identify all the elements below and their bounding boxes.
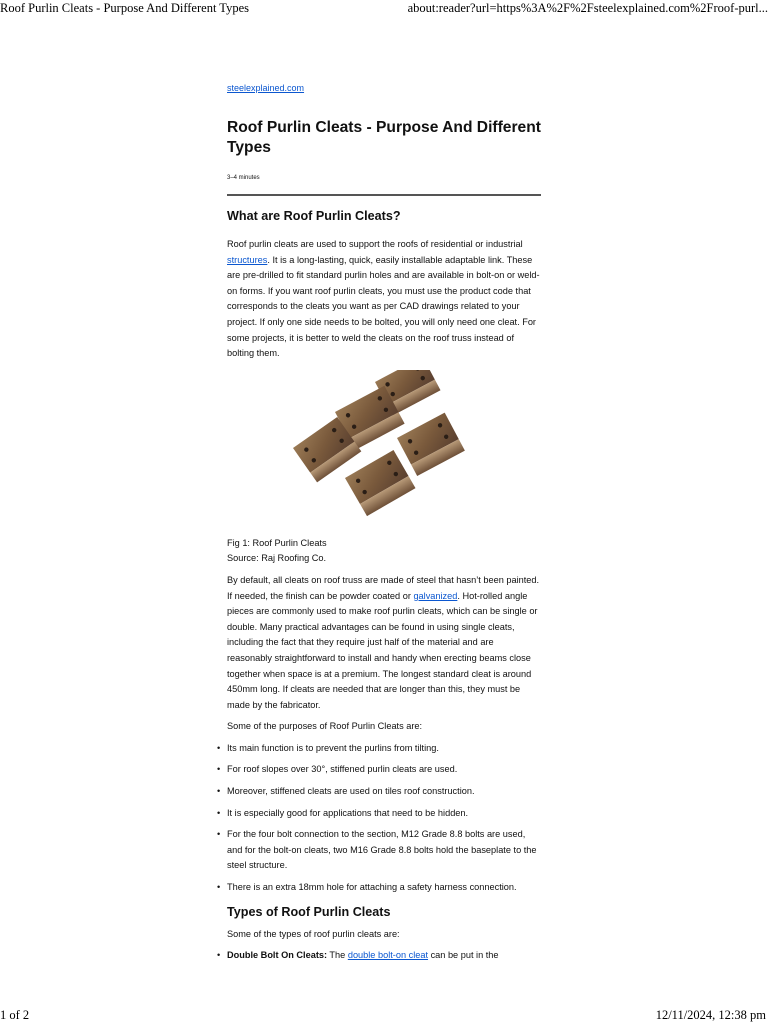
purposes-list [227, 741, 541, 896]
read-time: 3–4 minutes [227, 175, 260, 181]
list-item [227, 948, 541, 964]
type-label: Double Bolt On Cleats: [227, 950, 328, 961]
figure-caption: Fig 1: Roof Purlin Cleats [227, 537, 327, 548]
article-title: Roof Purlin Cleats - Purpose And Different Types [227, 119, 541, 156]
list-item: • Its main function is to prevent the purlins from tilting. [227, 741, 541, 757]
figure-source: Source: Raj Roofing Co. [227, 553, 327, 564]
print-footer [0, 1006, 768, 1024]
cleats-photo [227, 370, 541, 530]
header-url: about:reader?url=https%3A%2F%2Fsteelexplained.com%2Froof-purl... [407, 1, 768, 15]
reader-article [227, 78, 541, 970]
list-item: • Moreover, stiffened cleats are used on tiles roof construction. [227, 784, 541, 800]
page-count: 1 of 2 [0, 1008, 30, 1022]
p2-text-b: . Hot-rolled angle pieces are commonly used to make roof purlin cleats, which can be single or double. Many practical advantages can be found in using single cleats, including the fact that they require just half of the material and are reasonably straightforward to install and handy when erecting beams close together when space is at a premium. The longest standard cleat is around 450mm long. If cleats are needed that are longer than this, they must be made by the fabricator. [227, 590, 538, 710]
list-item: • For roof slopes over 30°, stiffened purlin cleats are used. [227, 762, 541, 778]
figure-roof-purlin-cleats [227, 370, 541, 530]
p1-text-a: Roof purlin cleats are used to support the roofs of residential or industrial [227, 239, 523, 249]
list-item: • It is especially good for applications that need to be hidden. [227, 806, 541, 822]
type-text-b: can be put in the [428, 950, 499, 961]
print-header [0, 0, 768, 16]
purposes-intro: Some of the purposes of Roof Purlin Cleats are: [227, 721, 423, 732]
p1-text-b: . It is a long-lasting, quick, easily installable adaptable link. These are pre-drilled to fit standard purlin holes and are available in bolt-on or weld-on forms. If you want roof purlin cleats, you must use the product code that corresponds to the cleats you want as per CAD drawings related to your project. If only one side needs to be bolted, you will only need one cleat. For some projects, it is better to weld the cleats on the roof truss instead of bolting them. [227, 254, 540, 359]
paragraph-intro [227, 237, 541, 362]
list-item: • There is an extra 18mm hole for attaching a safety harness connection. [227, 880, 541, 896]
type-text-a: The [327, 950, 348, 961]
section-heading-types: Types of Roof Purlin Cleats [227, 904, 391, 919]
paragraph-finish [227, 573, 541, 713]
header-page-title: Roof Purlin Cleats - Purpose And Different Types [0, 1, 249, 15]
double-bolt-on-cleat-link[interactable]: double bolt-on cleat [347, 950, 429, 961]
print-timestamp: 12/11/2024, 12:38 pm [655, 1008, 766, 1022]
galvanized-link[interactable]: galvanized [413, 590, 458, 601]
types-list [227, 948, 541, 964]
list-item: • For the four bolt connection to the section, M12 Grade 8.8 bolts are used, and for the bolt-on cleats, two M16 Grade 8.8 bolts hold the baseplate to the steel structure. [227, 827, 541, 874]
section-heading-what-are: What are Roof Purlin Cleats? [227, 209, 401, 223]
title-separator [227, 194, 541, 196]
types-intro: Some of the types of roof purlin cleats are: [227, 928, 400, 939]
source-domain-link[interactable]: steelexplained.com [227, 83, 305, 93]
structures-link[interactable]: structures [227, 254, 268, 265]
p2-text-a: By default, all cleats on roof truss are made of steel that hasn’t been painted. If needed, the finish can be powder coated or [227, 574, 540, 601]
